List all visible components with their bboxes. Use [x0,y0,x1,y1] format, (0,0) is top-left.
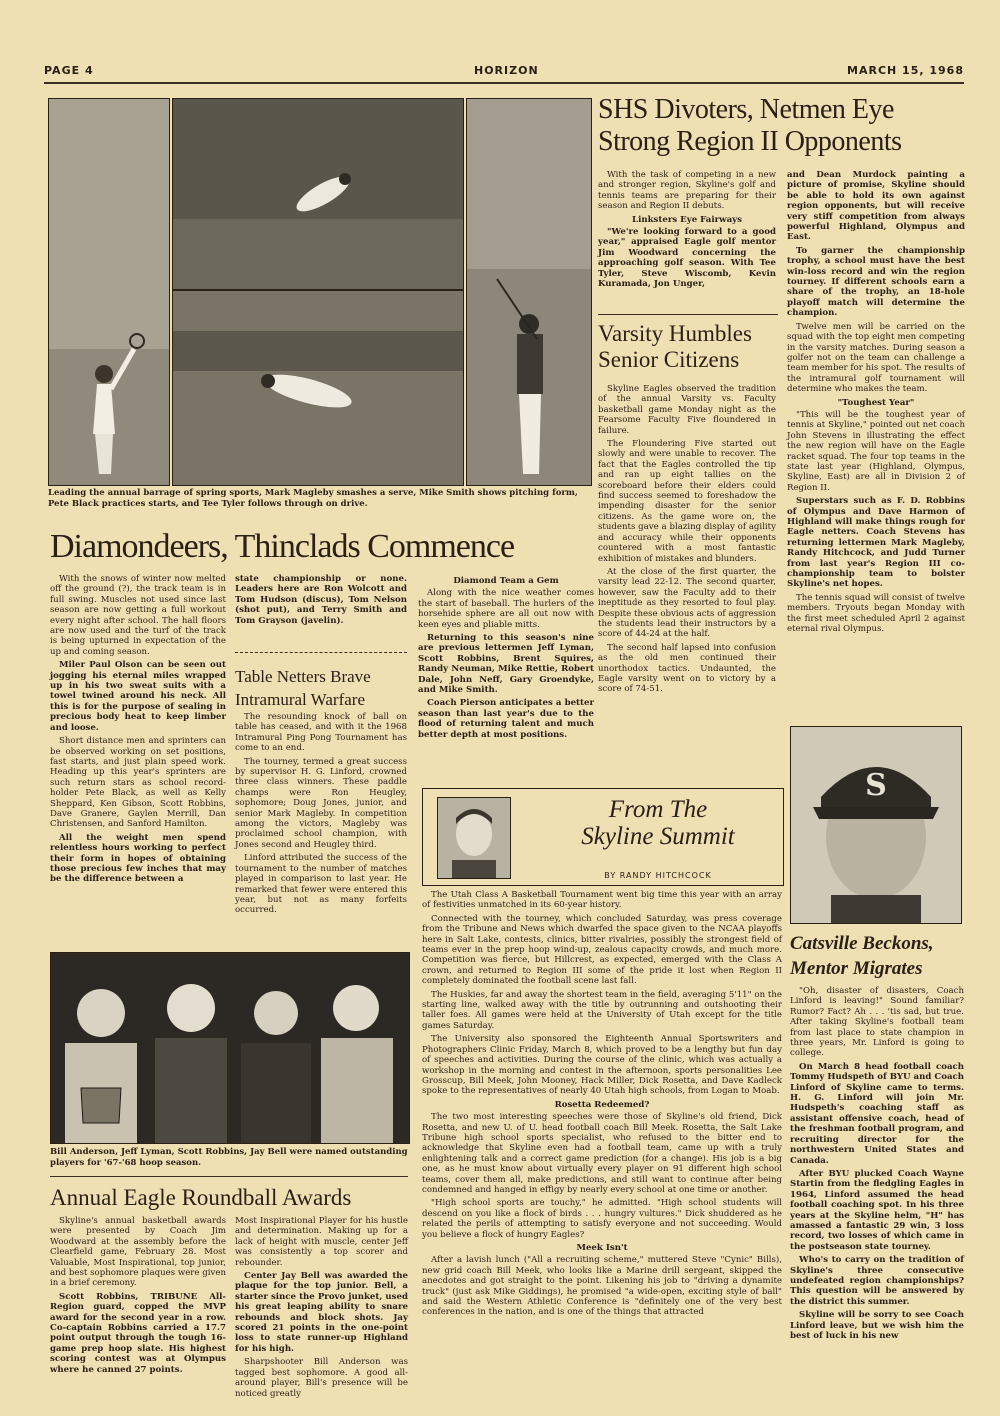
divoters-col2 [787,170,965,637]
diamond-para: Coach Pierson anticipates a better season than last year's due to the flood of returning talent and much better depth at most positions. [418,698,594,740]
issue-date: MARCH 15, 1968 [847,64,964,77]
divoters-headline-line1: SHS Divoters, Netmen Eye [598,94,894,125]
players-caption: Bill Anderson, Jeff Lyman, Scott Robbins, Jay Bell were named outstanding players for '67-'68 hoop season. [50,1147,408,1168]
awards-para: Sharpshooter Bill Anderson was tagged best sophomore. A good all-around player, Bill's presence will be noticed greatly [235,1357,408,1399]
diamond-para: Along with the nice weather comes the start of baseball. The hurlers of the horsehide sphere are all out now with keen eyes and pliable mitts. [418,588,594,630]
summit-box [422,788,784,886]
divoters-col1 [598,170,776,292]
awards-rule [50,1176,408,1177]
catsville-para: On March 8 head football coach Tommy Hudspeth of BYU and Coach Linford of Skyline came to terms. H. G. Linford will join Mr. Hudspeth's coaching staff as assistant offensive coach, head of the freshman football program, and recruiting director for the northwestern United States and Canada. [790,1061,964,1166]
tennis-player-figure [49,99,169,485]
golf-photo [466,98,592,486]
starts-photo [172,290,464,486]
catsville-para: Skyline will be sorry to see Coach Linford leave, but we wish him the best of luck in his new [790,1310,964,1341]
divoters-para: Superstars such as F. D. Robbins of Olympus and Dave Harmon of Highland will make things rough for Eagle netters. Coach Stevens has returning lettermen Mark Magleby, Randy Hitchcock, and Judd Turner from last year's Region III co-championship team to bolster Skyline's net hopes. [787,496,965,590]
awards-para: Center Jay Bell was awarded the plaque for the top junior. Bell, a starter since the Provo junket, used his great leaping ability to snare rebounds and block shots. Jay scored 21 points in the one-point loss to state runner-up Highland for his high. [235,1271,408,1354]
pitcher-figure [173,99,463,289]
diamond-para: With the snows of winter now melted off the ground (?), the track team is in full swing. Muscles not used since last season are now getting a full workout every night after school. The hall floors are now used and the turf of the track is being upturned in expectation of the up and coming season. [50,574,226,657]
catsville-para: Who's to carry on the tradition of Skyline's three consecutive undefeated region championships? This question will be answered by the district this summer. [790,1255,964,1307]
golfer-figure [467,99,591,485]
table-para: The tourney, termed a great success by supervisor H. G. Linford, crowned three class winners. These paddle champs were Ron Heugley, sophomore; Doug Jones, junior, and senior Mark Magleby. In competition among the victors, Magleby was proclaimed school champion, with Jones second and Heugley third. [235,756,407,850]
sprinter-figure [173,291,463,485]
varsity-headline [598,322,778,371]
masthead-rule [44,82,964,84]
author-portrait [438,798,510,878]
awards-para: Scott Robbins, TRIBUNE All-Region guard, copped the MVP award for the second year in a row. Co-captain Robbins carried a 17.7 point output through the tough 16-game prep hoop slate. His highest scoring contest was at Olympus where he canned 27 points. [50,1291,226,1375]
summit-para: The two most interesting speeches were those of Skyline's old friend, Dick Rosetta, and new U. of U. head football coach Bill Meek. Rosetta, the Salt Lake Tribune high school sports specialist, who refused to the bitter end to acknowledge that Skyline even had a football team, came up with a truly enlightening talk and a correct game prediction (for a change). His job is a big one, as he must know about virtually every player on 91 different high school teams, cover them all, make predictions, and still want to continue after being condemned and hanged in effigy by nearly every school at one time or another. [422,1112,782,1195]
paper-name: HORIZON [474,64,539,77]
tennis-photo [48,98,170,486]
awards-col1 [50,1216,226,1378]
divoters-headline [598,96,966,156]
table-headline-line2: Intramural Warfare [235,690,365,709]
divoters-subhead-links: Linksters Eye Fairways [632,214,742,225]
catsville-para: After BYU plucked Coach Wayne Startin from the fledgling Eagles in 1964, Linford assumed the head football coaching spot. In his three years at the Skyline helm, "H" has amassed a fantastic 29 win, 3 loss record, two losses of which came in the postseason state tourney. [790,1168,964,1252]
divoters-para: Twelve men will be carried on the squad with the top eight men competing in the varsity matches. During season a golfer not on the team can challenge a team member for his spot. The results of the intramural golf tournament will determine who makes the team. [787,321,965,395]
masthead [44,64,964,80]
summit-byline: BY RANDY HITCHCOCK [604,871,712,880]
catsville-headline-line2: Mentor Migrates [790,958,923,979]
coach-photo [790,726,962,924]
summit-para: The Huskies, far and away the shortest team in the field, averaging 5'11" on the starting line, walked away with the title by outrunning and outshooting their taller foes. All games were held at the University of Utah except for the title games Saturday. [422,989,782,1031]
varsity-para: The Floundering Five started out slowly and were unable to recover. The fact that the Eagles controlled the tip and ran up eight tallies on the scoreboard before their elders could find success seemed to foreshadow the impending disaster for the senior citizens. As the game wore on, the students gave a blazing display of agility and accuracy while their opponents countered with a most fantastic exhibition of mistakes and blunders. [598,439,776,564]
coach-portrait [791,727,961,923]
divoters-headline-line2: Strong Region II Opponents [598,126,902,157]
varsity-rule [598,314,778,315]
awards-headline: Annual Eagle Roundball Awards [50,1185,352,1210]
diamond-col3 [418,574,594,743]
summit-para: "High school sports are touchy," he admitted. "High school students will descend on you like a flock of birds . . . hungry vultures." Dick shuddered as he related the perils of attempting to satisfy everyone and not succeeding. Would you believe a flock of hungry Eagles? [422,1198,782,1240]
author-photo [437,797,511,879]
varsity-headline-line1: Varsity Humbles [598,321,752,346]
pitching-photo [172,98,464,290]
diamond-subhead: Diamond Team a Gem [453,576,559,586]
four-players-figure [51,953,409,1143]
divoters-para: With the task of competing in a new and stronger region, Skyline's golf and tennis teams are preparing for their season and Region II debuts. [598,170,776,212]
diamond-para: Miler Paul Olson can be seen out jogging his eternal miles wrapped up in his two sweat suits with a towel twined around his neck. All this is for the purpose of sealing in precious body heat to keep limber and loose. [50,660,226,733]
catsville-para: "Oh, disaster of disasters, Coach Linford is leaving!" Sound familiar? Rumor? Fact? Ah . . . 'tis sad, but true. After taking Skyline's football team from last place to state champion in three years, Mr. Linford is going to college. [790,986,964,1059]
summit-subhead-meek: Meek Isn't [576,1243,628,1253]
players-photo [50,952,410,1144]
diamond-para: Short distance men and sprinters can be observed working on set positions, fast starts, and just plain speed work. Heading up this year's sprinters are such return stars as school record-holder Pete Black, as well as Kelly Sheppard, Ken Gibson, Scott Robbins, Dave Granere, Gaylen Merrill, Dan Christensen, and Sanford Hamilton. [50,736,226,830]
summit-para: The University also sponsored the Eighteenth Annual Sportswriters and Photographers Clinic Friday, March 8, which proved to be a lengthy but fun day of speeches and activities. During the course of the clinic, which was actually a workshop in the morning and contest in the afternoon, sports personalities Lee Grosscup, Bill Meek, John Mooney, Hack Miller, Dick Rosetta, and Dave Kadleck spoke to the representatives of nearly 40 Utah high schools, from Logan to Moab. [422,1034,782,1097]
diamond-col1 [50,574,226,888]
table-headline-line1: Table Netters Brave [235,667,371,686]
awards-para: Skyline's annual basketball awards were presented by Coach Jim Woodward at the assembly before the Clearfield game, February 28. Most Valuable, Most Inspirational, top junior, and best sophomore plaques were given in a brief ceremony. [50,1216,226,1289]
table-body [235,712,407,919]
summit-para: Connected with the tourney, which concluded Saturday, was press coverage from the Tribune and News which dwarfed the space given to the NCAA playoffs here in Salt Lake, contests, clinics, bitter rivalries, possibly the strongest field of teams ever in the prep hoop wind-up, zealous capacity crowds, and much more. Competition was fierce, but Hillcrest, as expected, emerged with the Class A crown, and returned to Region III some of the pride it lost when Region II completely dominated the football scene last fall. [422,913,782,987]
table-rule [235,652,407,653]
photo-caption: Leading the annual barrage of spring sports, Mark Magleby smashes a serve, Mike Smith shows pitching form, Pete Black practices starts, and Tee Tyler follows through on drive. [48,488,578,509]
summit-title [543,797,773,849]
divoters-para: To garner the championship trophy, a school must have the best win-loss record and win the region tourney. If different schools earn a share of the trophy, an 18-hole playoff match will determine the champion. [787,245,965,319]
varsity-headline-line2: Senior Citizens [598,347,740,372]
diamond-headline: Diamondeers, Thinclads Commence [50,528,515,565]
divoters-para: "This will be the toughest year of tennis at Skyline," pointed out net coach John Stevens in illustrating the effect the new region will have on the Eagle racket squad. The four top teams in the state last year (Highland, Olympus, Skyline, East) are all in Division 2 of Region II. [787,409,965,493]
summit-title-line2: Skyline Summit [581,823,735,850]
diamond-para: state championship or none. Leaders here are Ron Wolcott and Tom Hudson (discus), Tom Nelson (shot put), and Terry Smith and Tom Grayson (javelin). [235,574,407,626]
table-para: The resounding knock of ball on table has ceased, and with it the 1968 Intramural Ping Pong Tournament has come to an end. [235,712,407,754]
page-number: PAGE 4 [44,64,94,77]
varsity-para: At the close of the first quarter, the varsity lead 22-12. The second quarter, however, saw the Faculty add to their ineptitude as they resorted to foul play. Despite these obvious acts of aggression the students lead their instructors by a score of 44-24 at the half. [598,566,776,640]
varsity-para: Skyline Eagles observed the tradition of the annual Varsity vs. Faculty basketball game Monday night as the Fearsome Faculty Five floundered in failure. [598,384,776,436]
diamond-col2 [235,574,407,629]
cap-letter: S [865,768,887,803]
table-para: Linford attributed the success of the tournament to the number of matches played in comparison to last year. He remarked that fewer were entered this year, but not as many forfeits occurred. [235,853,407,916]
diamond-para: All the weight men spend relentless hours working to perfect their form in hopes of obtaining those precious few inches that may be the difference between a [50,832,226,885]
awards-col2 [235,1216,408,1402]
summit-body [422,890,782,1321]
varsity-para: The second half lapsed into confusion as the old men continued their unorthodox tactics. Undaunted, the Eagle varsity went on to victory by a score of 74-51. [598,642,776,695]
divoters-para: The tennis squad will consist of twelve members. Tryouts began Monday with the first meet scheduled April 2 against eternal rival Olympus. [787,592,965,635]
divoters-subhead-tough: "Toughest Year" [837,397,915,408]
summit-title-line1: From The [608,796,708,823]
varsity-body [598,384,776,698]
divoters-para: "We're looking forward to a good year," appraised Eagle golf mentor Jim Woodward concerning the approaching golf season. With Tee Tyler, Steve Wiscomb, Kevin Kuramada, Jon Unger, [598,227,776,290]
catsville-headline [790,934,966,978]
divoters-para: and Dean Murdock painting a picture of promise, Skyline should be able to hold its own against region opponents, but will receive very stiff competition from always powerful Highland, Olympus and East. [787,170,965,243]
awards-para: Most Inspirational Player for his hustle and determination. Making up for a lack of height with muscle, center Jeff was consistently a top scorer and rebounder. [235,1216,408,1268]
table-headline [235,668,407,708]
diamond-para: Returning to this season's nine are previous lettermen Jeff Lyman, Scott Robbins, Brent Squires, Randy Neuman, Mike Rettie, Robert Dale, John Neff, Gary Groendyke, and Mike Smith. [418,633,594,696]
summit-para: The Utah Class A Basketball Tournament went big time this year with an array of festivities unmatched in its 60-year history. [422,890,782,911]
summit-subhead-rosetta: Rosetta Redeemed? [554,1099,650,1110]
summit-para: After a lavish lunch ("All a recruiting scheme," muttered Steve "Cynic" Bills), new grid coach Bill Meek, who looks like a Marine drill sergeant, skipped the anecdotes and got straight to the point. Likening his job to "driving a dynamite truck" (just ask Mike Giddings), he promised "a wide-open, exciting style of ball" and said the Western Athletic Conference is "definitely one of the very best conferences in the nation, and is one of the things that attracted [422,1255,782,1318]
catsville-headline-line1: Catsville Beckons, [790,933,934,954]
catsville-body [790,986,964,1344]
